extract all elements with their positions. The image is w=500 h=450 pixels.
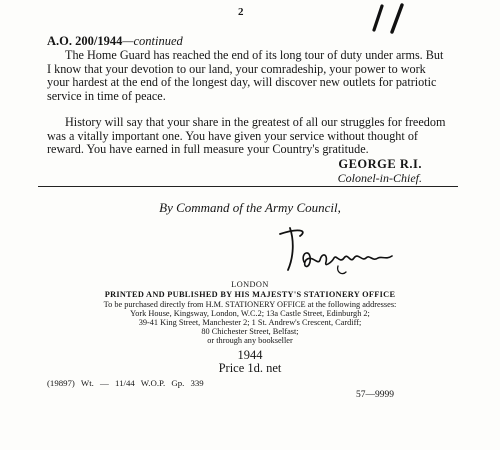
footer-purchase: To be purchased directly from H.M. STATIONERY OFFICE at the following addresses: bbox=[103, 300, 397, 309]
order-reference: A.O. 200/1944 bbox=[47, 34, 123, 48]
handwritten-mark-icon bbox=[364, 2, 424, 34]
paragraph-devotion: The Home Guard has reached the end of its long tour of duty under arms. But I know that your devotion to our land, your comradeship, your power to work your hardest at the end of the longest day, will discover new outlets for patriotic service in time of peace. bbox=[47, 48, 444, 103]
command-line: By Command of the Army Council, bbox=[159, 200, 341, 215]
footer-address: 80 Chichester Street, Belfast; bbox=[201, 327, 299, 336]
signoff-name: GEORGE R.I. bbox=[338, 157, 422, 171]
footer-printed-by: PRINTED AND PUBLISHED BY HIS MAJESTY'S STATIONERY OFFICE bbox=[104, 290, 396, 299]
footer-address: or through any bookseller bbox=[207, 336, 293, 345]
footer-city: LONDON bbox=[231, 280, 269, 289]
order-header bbox=[47, 34, 183, 49]
handwritten-signature-icon bbox=[278, 222, 398, 278]
print-code-line: (19897) Wt. — 11/44 W.O.P. Gp. 339 bbox=[47, 378, 204, 388]
footer-year: 1944 bbox=[237, 348, 263, 362]
divider-rule bbox=[38, 186, 458, 187]
footer-address: York House, Kingsway, London, W.C.2; 13a Castle Street, Edinburgh 2; bbox=[130, 309, 370, 318]
continued-label: —continued bbox=[122, 34, 183, 48]
footer-address: 39-41 King Street, Manchester 2; 1 St. Andrew's Crescent, Cardiff; bbox=[138, 318, 362, 327]
footer-price: Price 1d. net bbox=[218, 361, 282, 375]
paragraph-history: History will say that your share in the greatest of all our struggles for freedom was a vitally important one. You have given your service without thought of reward. You have earned in full measure your Country's gratitude. bbox=[47, 115, 446, 157]
signoff-title: Colonel-in-Chief. bbox=[337, 171, 422, 185]
print-number: 57—9999 bbox=[356, 390, 394, 400]
page-number: 2 bbox=[238, 6, 244, 18]
